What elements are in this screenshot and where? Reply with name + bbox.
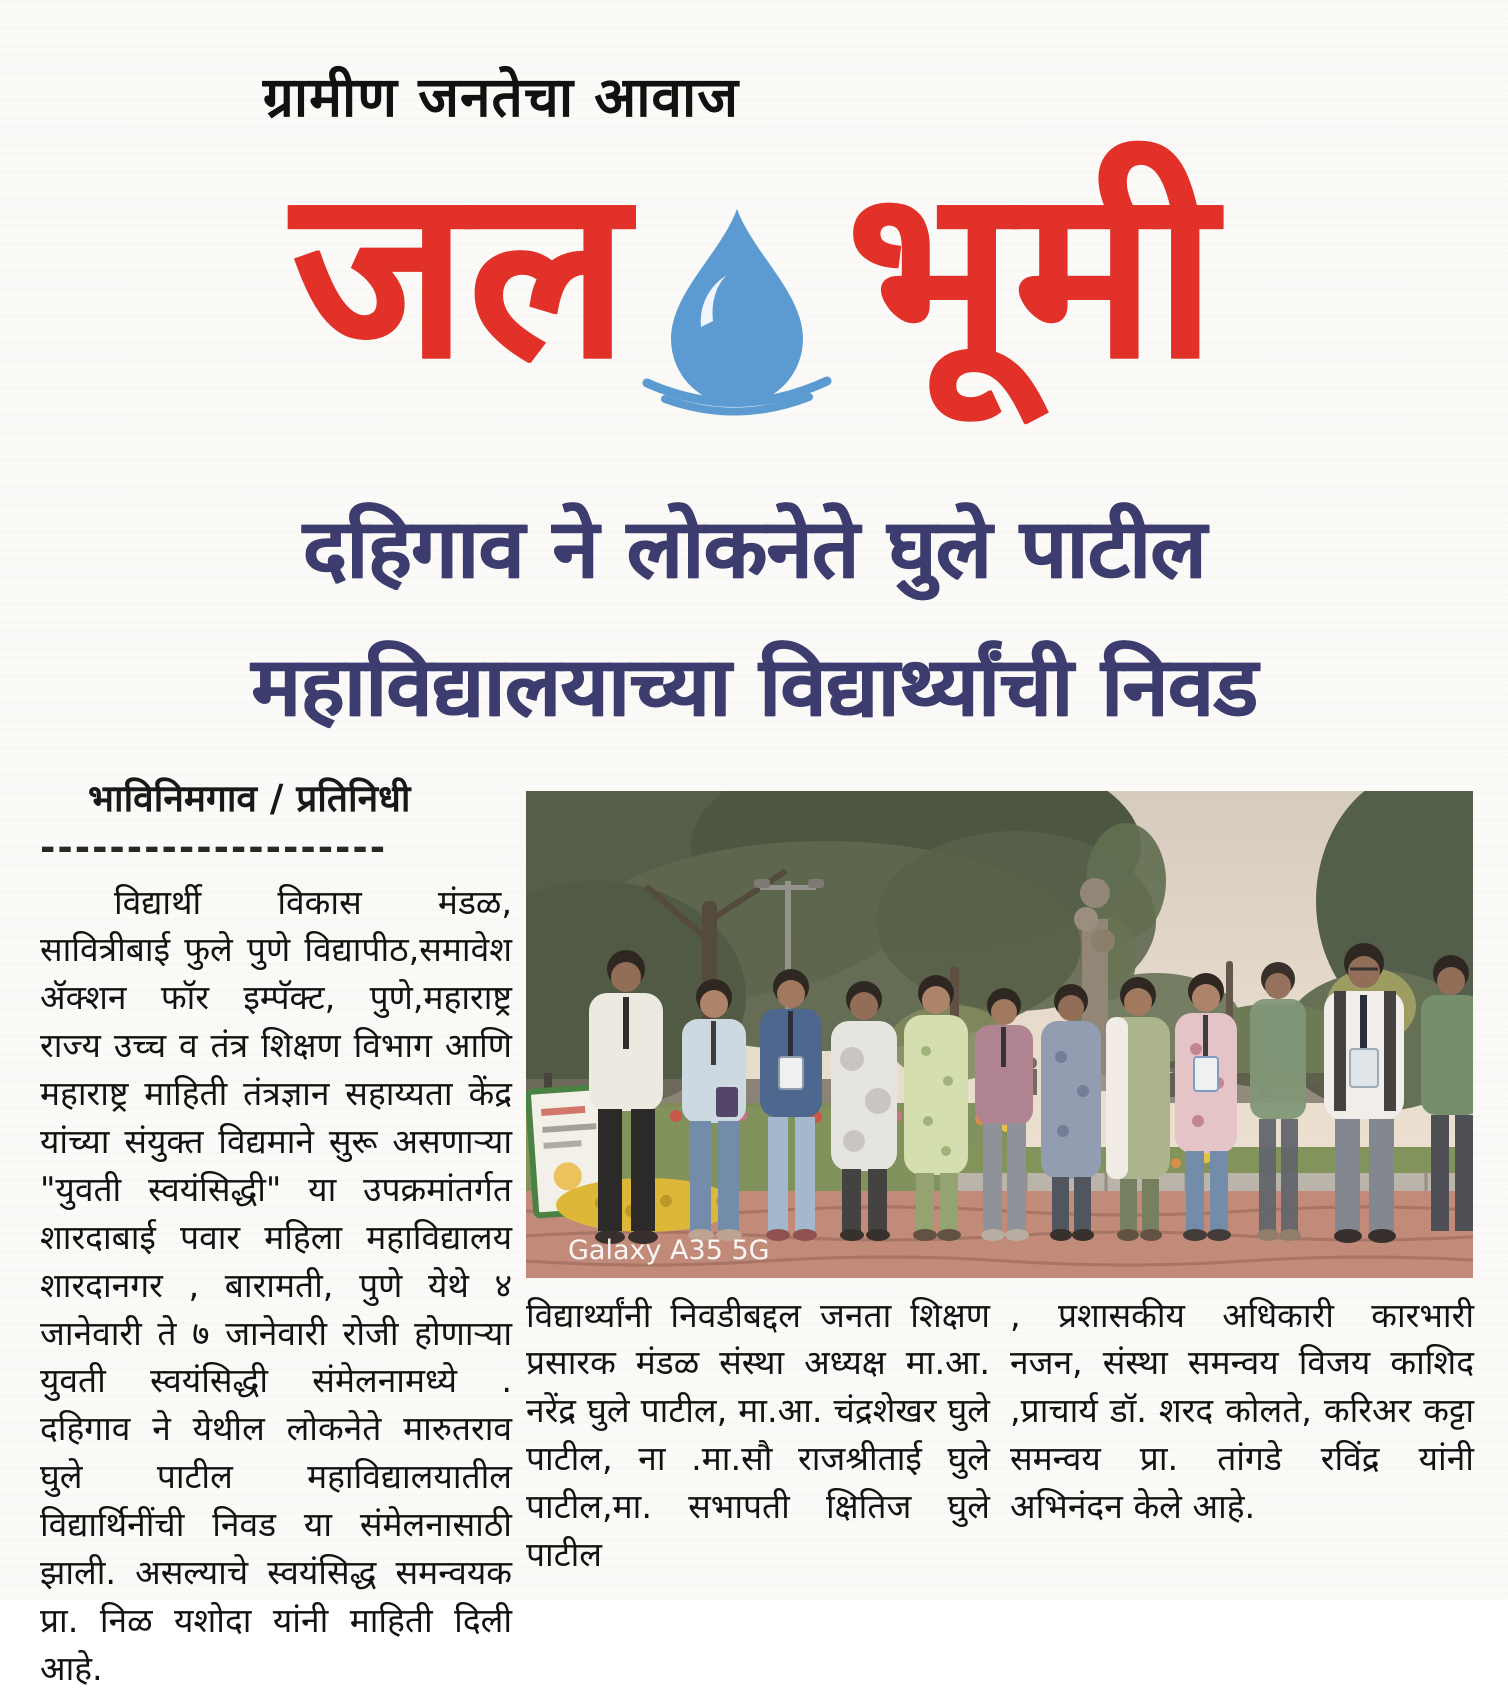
paragraph-middle: विद्यार्थ्यांनी निवडीबद्दल जनता शिक्षण प्रसारक मंडळ संस्था अध्यक्ष मा.आ. नरेंद्र घुले पाटील, मा.आ. चंद्रशेखर घुले पाटील, ना .मा.सौ राजश्रीताई घुले पाटील,मा. सभापती क्षितिज घुले पाटील bbox=[526, 1295, 990, 1574]
masthead-title-jal: जल bbox=[291, 137, 630, 411]
article-photo bbox=[526, 791, 1473, 1278]
right-area bbox=[526, 771, 1474, 1693]
headline-line2: महाविद्यालयाच्या विद्यार्थ्यांची निवड bbox=[251, 639, 1257, 735]
paragraph-right: , प्रशासकीय अधिकारी कारभारी नजन, संस्था समन्वय विजय काशिद ,प्राचार्य डॉ. शरद कोलते, करिअर कट्टा समन्वय प्रा. तांगडे रविंद्र यांनी अभिनंदन केले आहे. bbox=[1010, 1295, 1474, 1527]
newspaper-tagline: ग्रामीण जनतेचा आवाज bbox=[262, 65, 740, 129]
masthead-title-bhoomi: भूमी bbox=[846, 137, 1217, 411]
paragraph-left: विद्यार्थी विकास मंडळ, सावित्रीबाई फुले पुणे विद्यापीठ,समावेश ॲक्शन फॉर इम्पॅक्ट, पुणे,महाराष्ट्र राज्य उच्च व तंत्र शिक्षण विभाग आणि महाराष्ट्र माहिती तंत्रज्ञान सहाय्यता केंद्र यांच्या संयुक्त विद्यमाने सुरू असणाऱ्या "युवती स्वयंसिद्धी" या उपक्रमांतर्गत शारदाबाई पवार महिला महाविद्यालय शारदानगर , बारामती, पुणे येथे ४ जानेवारी ते ७ जानेवारी रोजी होणाऱ्या युवती स्वयंसिद्धी संमेलनामध्ये . दहिगाव ने येथील लोकनेते मारुतराव घुले पाटील महाविद्यालयातील विद्यार्थिनींची निवड या संमेलनासाठी झाली. असल्याचे स्वयंसिद्ध समन्वयक प्रा. निळ यशोदा यांनी माहिती दिली आहे. bbox=[40, 882, 512, 1688]
group-photo-illustration bbox=[526, 791, 1473, 1278]
left-column bbox=[40, 771, 512, 1693]
byline-divider: -------------------- bbox=[40, 825, 388, 869]
water-drop-icon bbox=[635, 201, 840, 420]
masthead bbox=[0, 115, 1508, 435]
photo-watermark: Galaxy A35 5G bbox=[568, 1234, 770, 1266]
columns-below-photo bbox=[526, 1292, 1474, 1579]
article-headline bbox=[0, 481, 1508, 757]
article-body bbox=[0, 757, 1508, 1693]
headline-line1: दहिगाव ने लोकनेते घुले पाटील bbox=[302, 502, 1206, 597]
byline: भाविनिमगाव / प्रतिनिधी bbox=[88, 776, 411, 820]
